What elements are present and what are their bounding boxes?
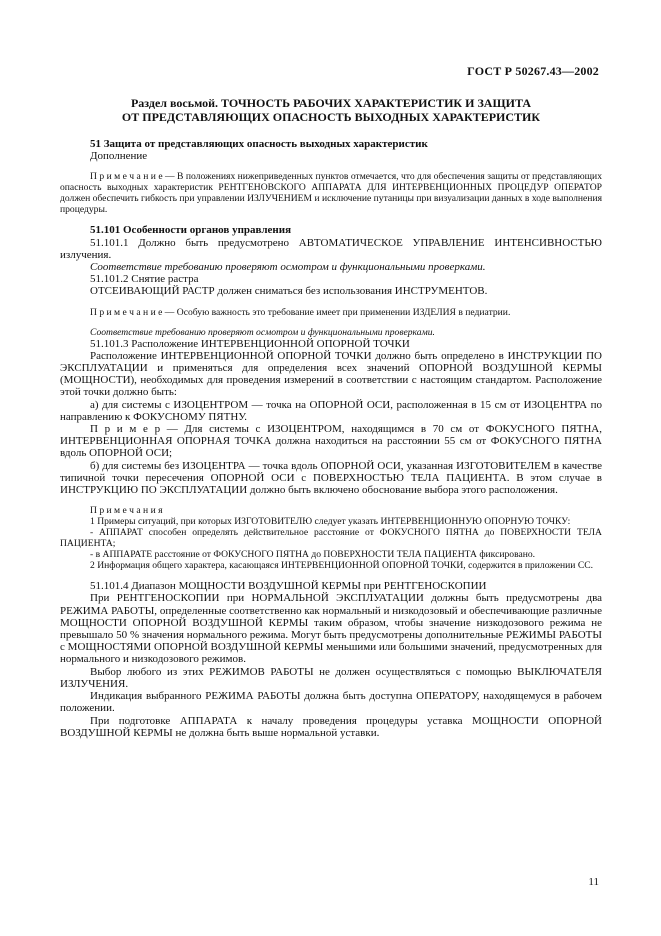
list-item-a: а) для системы с ИЗОЦЕНТРОМ — точка на ОПОРНОЙ ОСИ, расположенная в 15 см от ИЗОЦЕНТРА по направлению к ФОКУСНОМУ ПЯТНУ. [60, 398, 602, 423]
note-paragraph: П р и м е ч а н и е — Особую важность это требование имеет при применении ИЗДЕЛИЯ в педиатрии. [90, 306, 511, 318]
clause-51-101-2-heading: 51.101.2 Снятие растра [90, 273, 199, 286]
fluoroscopy-modes-paragraph: При РЕНТГЕНОСКОПИИ при НОРМАЛЬНОЙ ЭКСПЛУАТАЦИИ должны быть предусмотрены два РЕЖИМА РАБОТЫ, определенные соответственно как нормальный и низкодозовый и обеспечивающие различные МОЩНОСТИ ОПОРНОЙ ВОЗДУШНОЙ КЕРМЫ таким образом, чтобы значение низкодозового режима не превышало 50 % значения нормального режима. Могут быть предусмотрены дополнительные РЕЖИМЫ РАБОТЫ с МОЩНОСТЯМИ ОПОРНОЙ ВОЗДУШНОЙ КЕРМЫ меньшими или большими значений, предусмотренных для нормального и низкодозового режимов. [60, 592, 602, 666]
note-2: 2 Информация общего характера, касающаяся ИНТЕРВЕНЦИОННОЙ ОПОРНОЙ ТОЧКИ, содержится в приложении СС. [90, 560, 594, 572]
clause-51-101-heading: 51.101 Особенности органов управления [90, 224, 292, 237]
note-1: 1 Примеры ситуаций, при которых ИЗГОТОВИТЕЛЮ следует указать ИНТЕРВЕНЦИОННУЮ ОПОРНУЮ ТОЧКУ: [90, 516, 571, 528]
note-1-bullet: - в АППАРАТЕ расстояние от ФОКУСНОГО ПЯТНА до ПОВЕРХНОСТИ ТЕЛА ПАЦИЕНТА фиксировано. [90, 549, 536, 561]
notes-heading: П р и м е ч а н и я [90, 505, 163, 517]
addition-label: Дополнение [90, 150, 148, 163]
clause-51-heading: 51 Защита от представляющих опасность выходных характеристик [90, 138, 428, 150]
mode-indication-paragraph: Индикация выбранного РЕЖИМА РАБОТЫ должна быть доступна ОПЕРАТОРУ, находящемуся в рабочем положении. [60, 690, 602, 715]
initial-setting-paragraph: При подготовке АППАРАТА к началу проведения процедуры уставка МОЩНОСТИ ОПОРНОЙ ВОЗДУШНОЙ КЕРМЫ не должна быть выше нормальной уставки. [60, 714, 602, 739]
compliance-check: Соответствие требованию проверяют осмотром и функциональными проверками. [90, 261, 486, 274]
example-paragraph: П р и м е р — Для системы с ИЗОЦЕНТРОМ, находящимся в 70 см от ФОКУСНОГО ПЯТНА, ИНТЕРВЕНЦИОННАЯ ОПОРНАЯ ТОЧКА должна находиться на расстоянии 55 см от ФОКУСНОГО ПЯТНА вдоль ОПОРНОЙ ОСИ; [60, 423, 602, 460]
note-1-bullet: - АППАРАТ способен определять действительное расстояние от ФОКУСНОГО ПЯТНА до ПОВЕРХНОСТИ ТЕЛА ПАЦИЕНТА; [60, 527, 602, 550]
grid-removal-requirement: ОТСЕИВАЮЩИЙ РАСТР должен сниматься без использования ИНСТРУМЕНТОВ. [90, 285, 488, 298]
section-title [60, 97, 602, 124]
clause-51-101-4-heading: 51.101.4 Диапазон МОЩНОСТИ ВОЗДУШНОЙ КЕРМЫ при РЕНТГЕНОСКОПИИ [90, 580, 487, 593]
mode-selection-paragraph: Выбор любого из этих РЕЖИМОВ РАБОТЫ не должен осуществляться с помощью ВЫКЛЮЧАТЕЛЯ ИЗЛУЧЕНИЯ. [60, 665, 602, 690]
note-paragraph: П р и м е ч а н и е — В положениях нижеприведенных пунктов отмечается, что для обеспечения защиты от представляющих опасность выходных характеристик РЕНТГЕНОВСКОГО АППАРАТА ДЛЯ ИНТЕРВЕНЦИОННЫХ ПРОЦЕДУР ОПЕРАТОР должен обеспечить гибкость при управлении ИЗЛУЧЕНИЕМ и исключение путаницы при визуализации данных в ходе выполнения процедуры. [60, 171, 602, 216]
reference-point-paragraph: Расположение ИНТЕРВЕНЦИОННОЙ ОПОРНОЙ ТОЧКИ должно быть определено в ИНСТРУКЦИИ ПО ЭКСПЛУАТАЦИИ и применяться для определения всех значений ОПОРНОЙ ВОЗДУШНОЙ КЕРМЫ (МОЩНОСТИ), необходимых для проведения измерений в соответствии с настоящим стандартом. Расположение этой точки должно быть: [60, 349, 602, 399]
compliance-check: Соответствие требованию проверяют осмотром и функциональными проверками. [90, 326, 435, 338]
clause-51-101-3-heading: 51.101.3 Расположение ИНТЕРВЕНЦИОННОЙ ОПОРНОЙ ТОЧКИ [90, 337, 410, 350]
standard-designation: ГОСТ Р 50267.43—2002 [467, 64, 599, 78]
section-title-line-1: Раздел восьмой. ТОЧНОСТЬ РАБОЧИХ ХАРАКТЕРИСТИК И ЗАЩИТА [130, 96, 532, 110]
document-body [60, 138, 602, 739]
list-item-b: б) для системы без ИЗОЦЕНТРА — точка вдоль ОПОРНОЙ ОСИ, указанная ИЗГОТОВИТЕЛЕМ в качестве типичной точки пересечения ОПОРНОЙ ОСИ с ПОВЕРХНОСТЬЮ ТЕЛА ПАЦИЕНТА. В этом случае в ИНСТРУКЦИЮ ПО ЭКСПЛУАТАЦИИ должно быть включено обоснование выбора этого расположения. [60, 459, 602, 497]
clause-51-101-1: 51.101.1 Должно быть предусмотрено АВТОМАТИЧЕСКОЕ УПРАВЛЕНИЕ ИНТЕНСИВНОСТЬЮ излучения. [60, 236, 602, 261]
section-title-line-2: ОТ ПРЕДСТАВЛЯЮЩИХ ОПАСНОСТЬ ВЫХОДНЫХ ХАРАКТЕРИСТИК [121, 109, 541, 124]
page-number: 11 [588, 876, 599, 888]
